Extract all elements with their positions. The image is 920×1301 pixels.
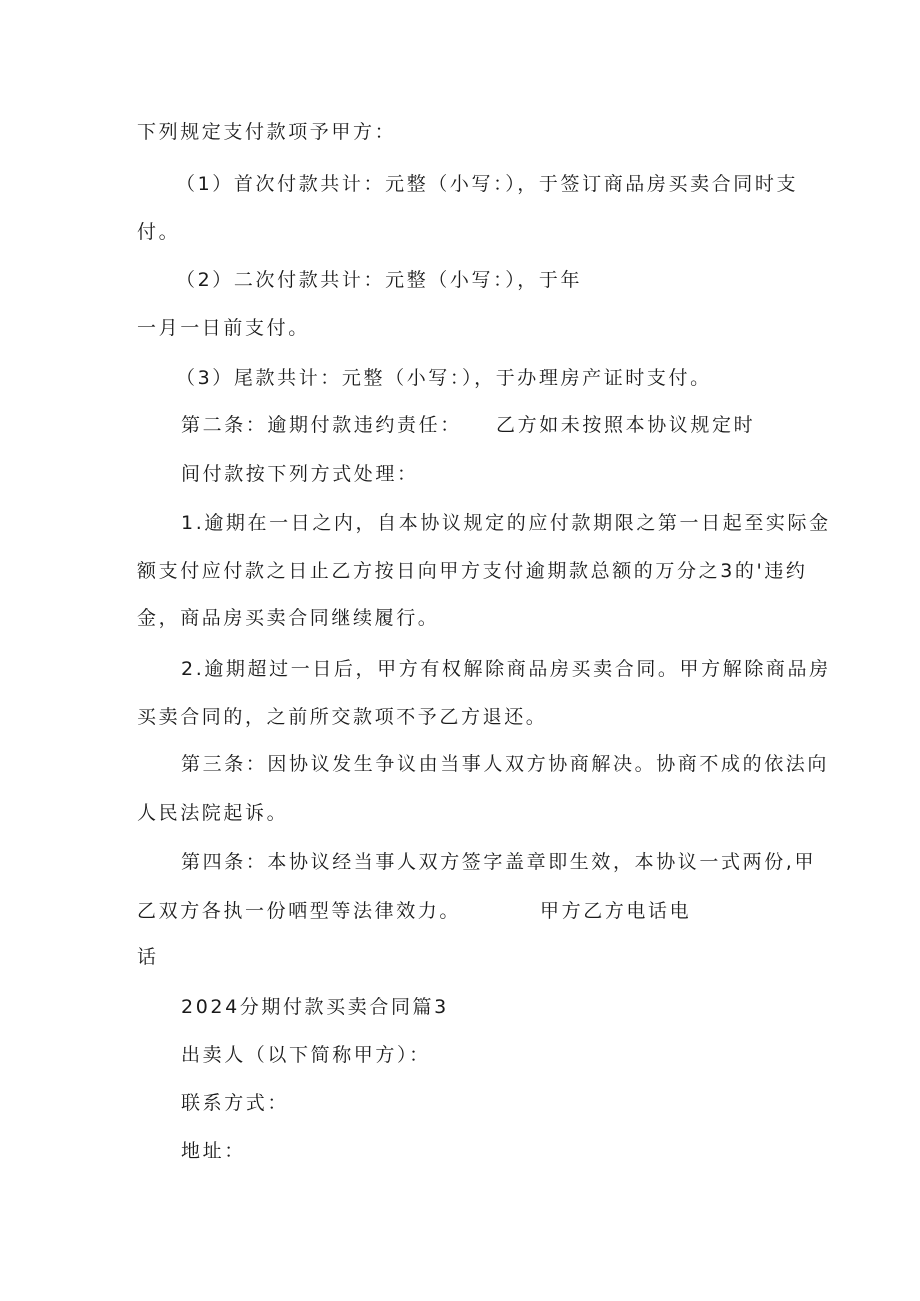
text-line: 下列规定支付款项予甲方：: [137, 121, 397, 143]
text-line: 联系方式：: [181, 1092, 290, 1114]
text-line: 第三条：因协议发生争议由当事人双方协商解决。协商不成的依法向: [181, 753, 830, 775]
text-line: （2）二次付款共计：元整（小写：），于年: [176, 269, 583, 291]
text-line: （1）首次付款共计：元整（小写：），于签订商品房买卖合同时支: [176, 173, 799, 195]
text-line: 地址：: [181, 1140, 246, 1162]
text-line: 乙双方各执一份哂型等法律效力。: [137, 900, 462, 922]
text-line: 第二条：逾期付款违约责任：: [181, 414, 462, 436]
text-line: 甲方乙方电话电: [540, 900, 692, 922]
text-line: 买卖合同的，之前所交款项不予乙方退还。: [137, 706, 548, 728]
text-line: 出卖人（以下简称甲方）：: [181, 1044, 431, 1066]
text-line: （3）尾款共计：元整（小写：），于办理房产证时支付。: [176, 367, 712, 389]
text-line: 额支付应付款之日止乙方按日向甲方支付逾期款总额的万分之3的'违约: [137, 560, 808, 582]
text-line: 话: [137, 946, 159, 968]
text-line: 间付款按下列方式处理：: [181, 463, 419, 485]
text-line: 1.逾期在一日之内，自本协议规定的应付款期限之第一日起至实际金: [181, 512, 831, 534]
section-heading: 2024分期付款买卖合同篇3: [181, 996, 449, 1018]
text-line: 一月一日前支付。: [137, 317, 310, 339]
text-line: 金，商品房买卖合同继续履行。: [137, 607, 440, 629]
text-line: 2.逾期超过一日后，甲方有权解除商品房买卖合同。甲方解除商品房: [181, 658, 831, 680]
text-line: 第四条：本协议经当事人双方签字盖章即生效，本协议一式两份,甲: [181, 851, 817, 873]
text-line: 人民法院起诉。: [137, 802, 289, 824]
text-line: 乙方如未按照本协议规定时: [496, 414, 756, 436]
text-line: 付。: [137, 221, 181, 243]
